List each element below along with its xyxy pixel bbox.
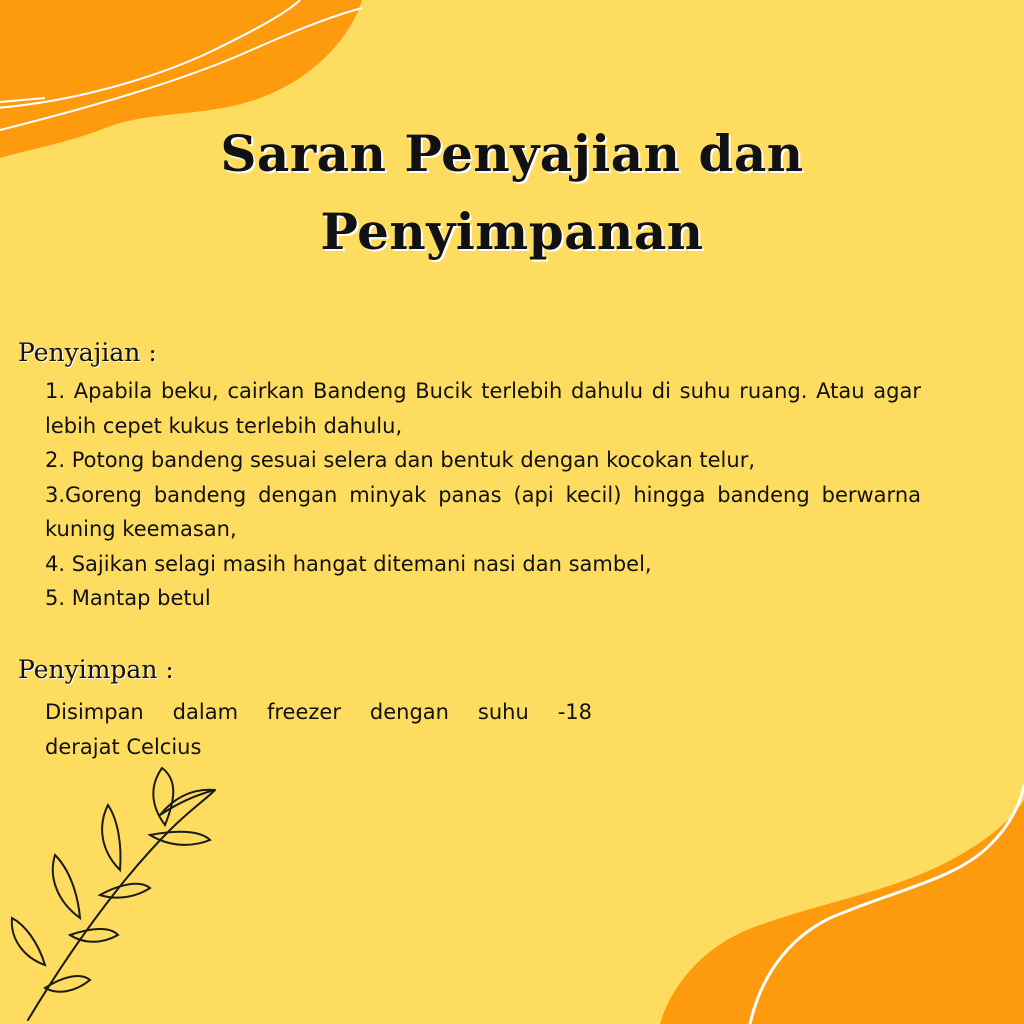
penyimpan-line-2: derajat Celcius bbox=[45, 734, 202, 759]
list-item: 1. Apabila beku, cairkan Bandeng Bucik terlebih dahulu di suhu ruang. Atau agar lebih cepet kukus terlebih dahulu, bbox=[45, 379, 921, 438]
penyimpan-text bbox=[45, 695, 605, 764]
penyajian-steps-list bbox=[45, 374, 921, 616]
list-item: 4. Sajikan selagi masih hangat ditemani nasi dan sambel, bbox=[45, 551, 652, 576]
penyimpan-heading: Penyimpan : bbox=[18, 655, 174, 684]
list-item: 5. Mantap betul bbox=[45, 586, 211, 610]
penyimpan-line-1: Disimpan dalam freezer dengan suhu -18 bbox=[45, 700, 592, 724]
page-title: Saran Penyajian dan Penyimpanan bbox=[220, 124, 804, 261]
leaf-branch-icon bbox=[12, 768, 215, 1020]
list-item: 2. Potong bandeng sesuai selera dan bentuk dengan kocokan telur, bbox=[45, 448, 756, 472]
list-item: 3.Goreng bandeng dengan minyak panas (api kecil) hingga bandeng berwarna kuning keemasan, bbox=[45, 482, 921, 541]
penyajian-heading: Penyajian : bbox=[18, 338, 157, 367]
